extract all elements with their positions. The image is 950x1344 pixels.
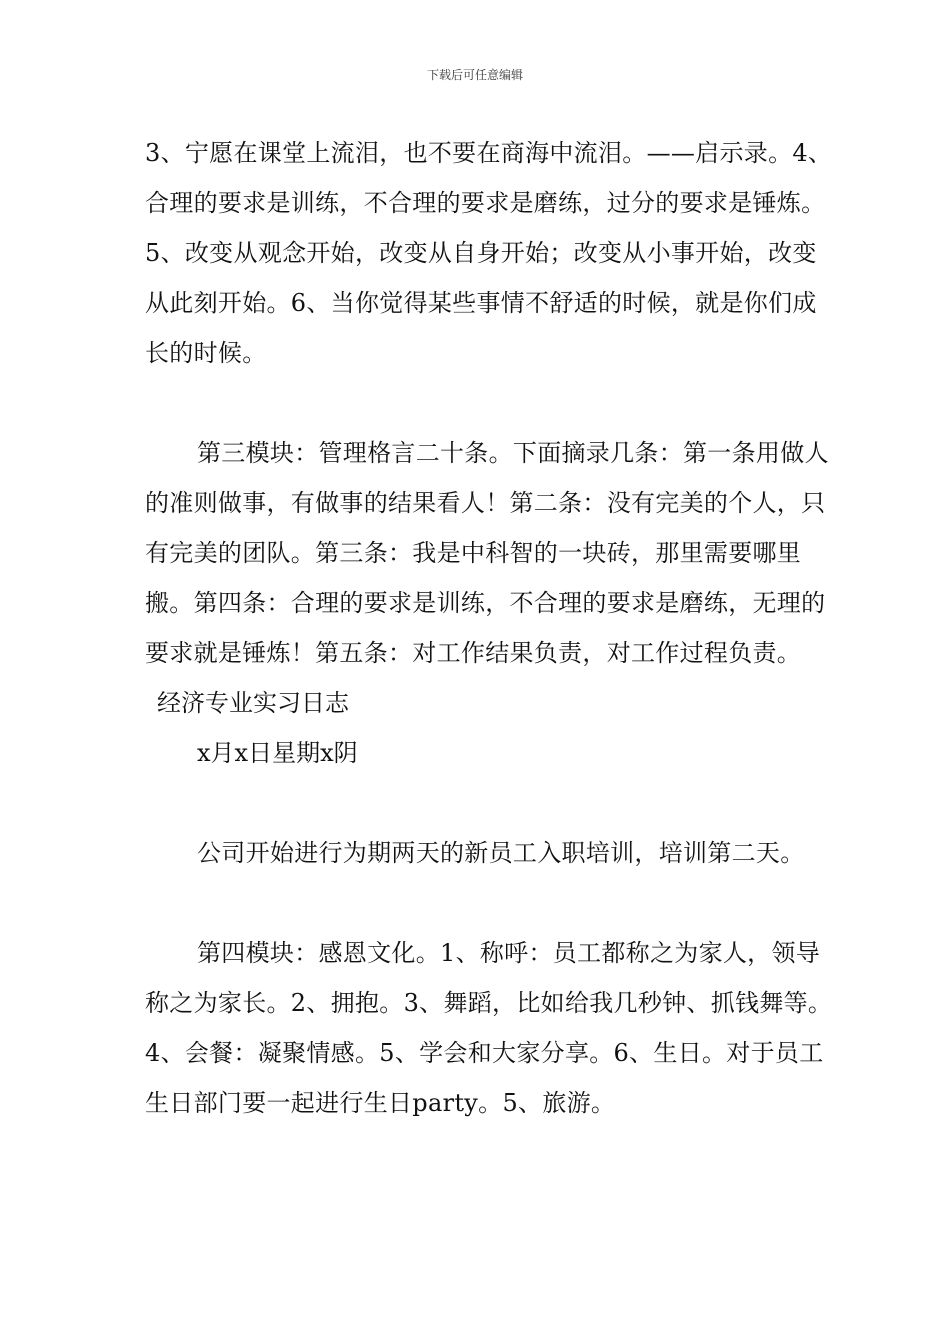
paragraph-module-three: 第三模块：管理格言二十条。下面摘录几条：第一条用做人的准则做事，有做事的结果看人！第二条：没有完美的个人，只有完美的团队。第三条：我是中科智的一块砖，那里需要哪里搬。第四条：合理的要求是训练，不合理的要求是磨练，无理的要求就是锤炼！第五条：对工作结果负责，对工作过程负责。: [145, 439, 829, 667]
paragraph-quotes: 3、宁愿在课堂上流泪，也不要在商海中流泪。——启示录。4、合理的要求是训练，不合理的要求是磨练，过分的要求是锤炼。5、改变从观念开始，改变从自身开始；改变从小事开始，改变从此刻开始。6、当你觉得某些事情不舒适的时候，就是你们成长的时候。: [145, 139, 833, 367]
paragraph-gap: [145, 378, 835, 428]
journal-title: 经济专业实习日志: [157, 689, 349, 717]
paragraph-gap: [145, 778, 835, 828]
paragraph-training: 公司开始进行为期两天的新员工入职培训，培训第二天。: [197, 839, 805, 867]
page-header-note: 下载后可任意编辑: [426, 68, 523, 82]
paragraph-gap: [145, 878, 835, 928]
journal-date: x月x日星期x阴: [197, 739, 358, 767]
paragraph-module-four: 第四模块：感恩文化。1、称呼：员工都称之为家人，领导称之为家长。2、拥抱。3、舞蹈，比如给我几秒钟、抓钱舞等。4、会餐：凝聚情感。5、学会和大家分享。6、生日。对于员工生日部门要一起进行生日party。5、旅游。: [145, 939, 833, 1117]
document-body: [145, 128, 835, 1128]
